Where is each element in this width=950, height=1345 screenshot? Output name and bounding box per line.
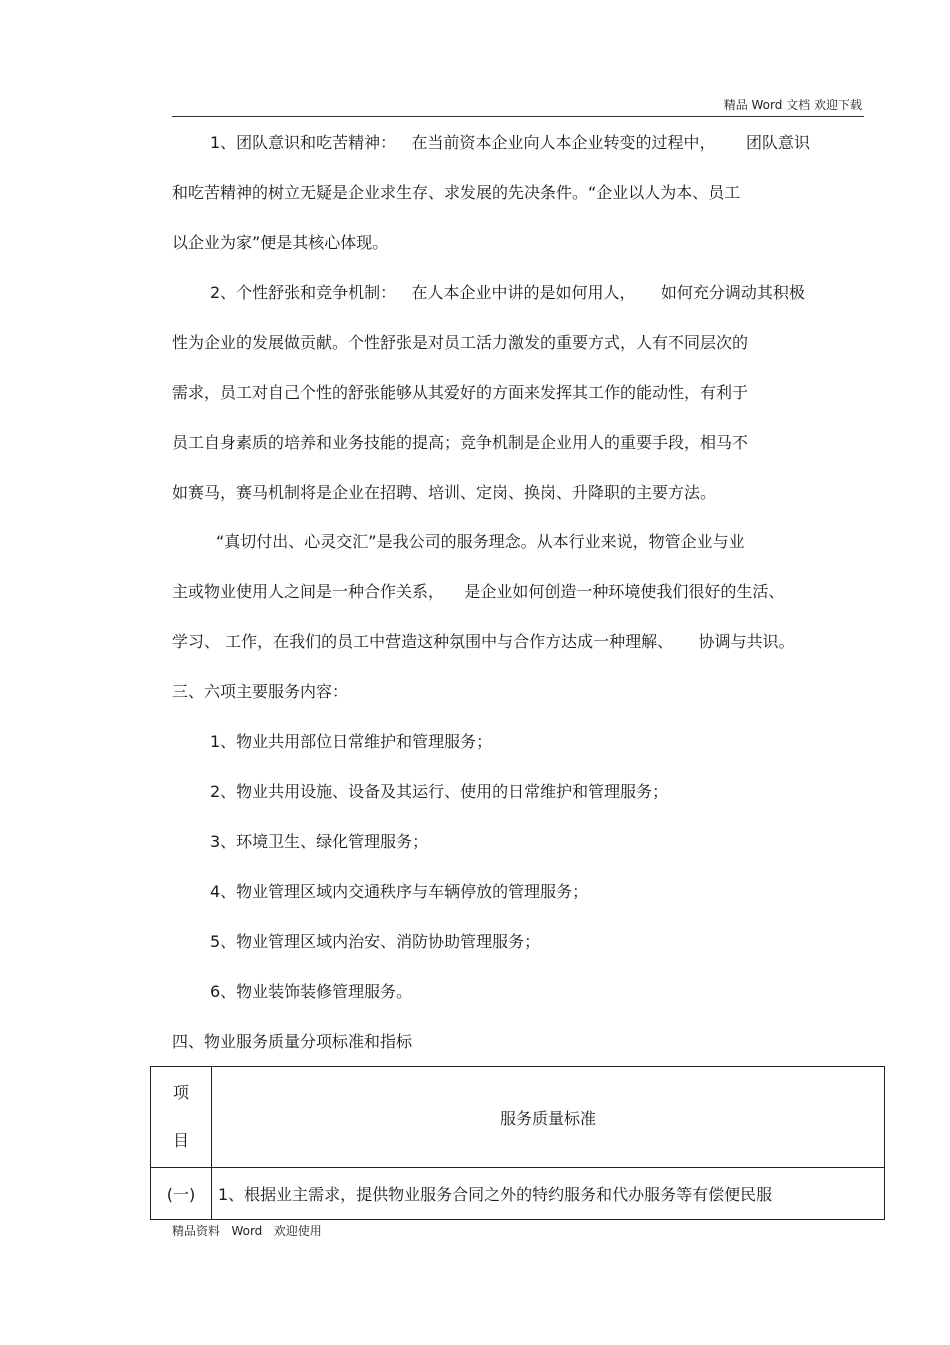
list-item: 5、物业管理区域内治安、消防协助管理服务； — [210, 932, 541, 951]
paragraph-line: 和吃苦精神的树立无疑是企业求生存、求发展的先决条件。“企业以人为本、员工 — [172, 183, 741, 202]
paragraph-line: 学习、 工作，在我们的员工中营造这种氛围中与合作方达成一种理解、 协调与共识。 — [172, 632, 795, 651]
paragraph-line: 性为企业的发展做贡献。个性舒张是对员工活力激发的重要方式，人有不同层次的 — [172, 333, 749, 352]
paragraph-line: 1、团队意识和吃苦精神： 在当前资本企业向人本企业转变的过程中， 团队意识 — [210, 133, 810, 152]
row-item-cell: (一) — [151, 1168, 212, 1220]
section-heading: 四、物业服务质量分项标准和指标 — [172, 1032, 413, 1051]
header-rule — [172, 116, 864, 117]
row-standard-cell: 1、根据业主需求，提供物业服务合同之外的特约服务和代办服务等有偿便民服 — [212, 1168, 885, 1220]
paragraph-line: “真切付出、心灵交汇”是我公司的服务理念。从本行业来说，物管企业与业 — [216, 532, 745, 551]
list-item: 6、物业装饰装修管理服务。 — [210, 982, 413, 1001]
list-item: 1、物业共用部位日常维护和管理服务； — [210, 732, 493, 751]
paragraph-line: 员工自身素质的培养和业务技能的提高；竞争机制是企业用人的重要手段，相马不 — [172, 433, 749, 452]
paragraph-line: 以企业为家”便是其核心体现。 — [172, 233, 389, 252]
paragraph-line: 主或物业使用人之间是一种合作关系， 是企业如何创造一种环境使我们很好的生活、 — [172, 582, 785, 601]
header-item-char: 项 — [172, 1083, 189, 1102]
page-footer: 精品资料 Word 欢迎使用 — [172, 1224, 322, 1238]
table-row — [151, 1168, 885, 1220]
paragraph-line: 需求，员工对自己个性的舒张能够从其爱好的方面来发挥其工作的能动性，有利于 — [172, 383, 749, 402]
list-item: 2、物业共用设施、设备及其运行、使用的日常维护和管理服务； — [210, 782, 669, 801]
paragraph-line: 2、个性舒张和竞争机制： 在人本企业中讲的是如何用人， 如何充分调动其积极 — [210, 283, 805, 302]
list-item: 4、物业管理区域内交通秩序与车辆停放的管理服务； — [210, 882, 589, 901]
header-item-cell — [151, 1067, 212, 1168]
header-item-char: 目 — [172, 1131, 189, 1150]
quality-standard-table — [150, 1066, 885, 1220]
list-item: 3、环境卫生、绿化管理服务； — [210, 832, 429, 851]
table-header-row — [151, 1067, 885, 1168]
page-header: 精品 Word 文档 欢迎下载 — [723, 98, 862, 112]
paragraph-line: 如赛马，赛马机制将是企业在招聘、培训、定岗、换岗、升降职的主要方法。 — [172, 483, 717, 502]
header-standard-cell: 服务质量标准 — [212, 1067, 885, 1168]
section-heading: 三、六项主要服务内容： — [172, 682, 349, 701]
